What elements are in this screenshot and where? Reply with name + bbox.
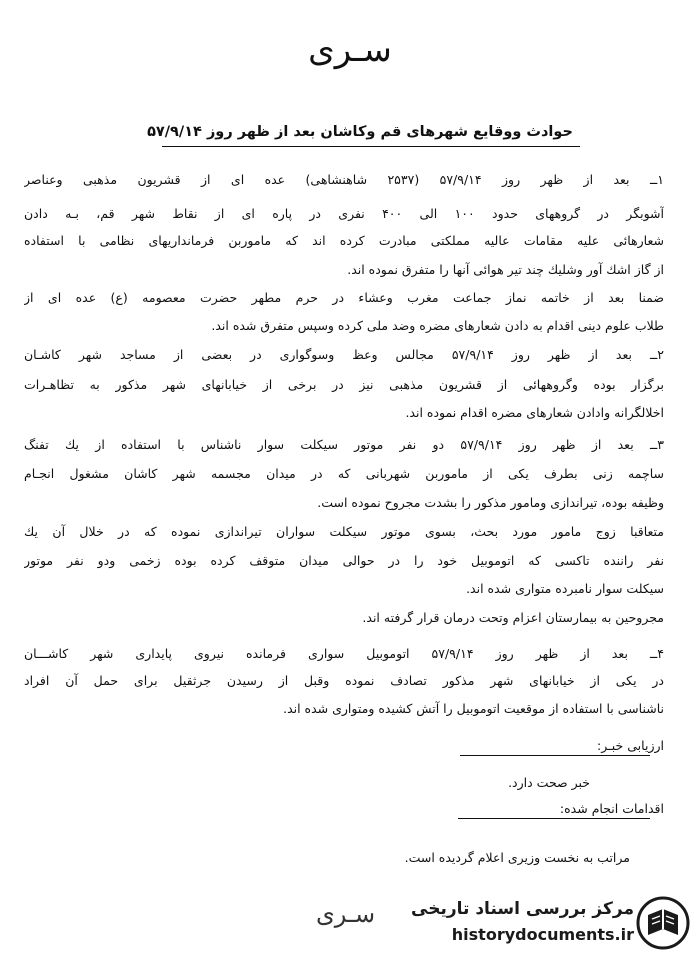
evaluation-label: ارزيابى خبـر: xyxy=(597,738,664,753)
watermark-url: historydocuments.ir xyxy=(451,925,634,944)
body-line: ساچمه زنى بطرف يكى از ماموربن شهربانى كه در ميدان مجسمه شهر كاشان مشغول انجـام xyxy=(24,466,664,481)
body-line: اخلالگرانه وادادن شعارهاى مضره اقدام نموده اند. xyxy=(405,405,664,420)
classification-footer: سـرى xyxy=(316,900,376,928)
body-line: ضمنا بعد از خاتمه نماز جماعت مغرب وعشاء در حرم مطهر حضرت معصومه (ع) عده اى از xyxy=(24,290,664,305)
body-line: شعارهائى عليه مقامات عاليه مملكتى مبادرت كرده اند كه ماموربن فرمانداريهاى نظامى با استفاده xyxy=(24,233,664,248)
body-line: ۲ــ بعد از ظهر روز ۵۷/۹/۱۴ مجالس وعظ وسوگوارى در بعضى از مساجد شهر كاشـان xyxy=(24,347,664,362)
body-line: ۳ــ بعد از ظهر روز ۵۷/۹/۱۴ دو نفر موتور سيكلت سوار ناشناس با استفاده از يك تفنگ xyxy=(24,437,664,452)
actions-value: مراتب به نخست وزيرى اعلام گرديده است. xyxy=(404,850,630,865)
body-line: آشوبگر در گروههاى حدود ۱۰۰ الى ۴۰۰ نفرى در پاره اى از نقاط شهر قم، بـه دادن xyxy=(24,206,664,221)
body-line: ۱ــ بعد از ظهر روز ۵۷/۹/۱۴ (۲۵۳۷ شاهنشاهى) عده اى از قشريون مذهبى وعناصر xyxy=(24,172,664,187)
watermark-name: مركز بررسى اسناد تاريخى xyxy=(411,899,634,919)
title-underline xyxy=(162,146,580,147)
actions-rule xyxy=(458,818,650,819)
classification-header: سـرى xyxy=(308,30,392,70)
body-line: طلاب علوم دينى اقدام به دادن شعارهاى مضره وضد ملى كرده وسپس متفرق شده اند. xyxy=(211,318,664,333)
body-line: مجروحين به بيمارستان اعزام وتحت درمان قرار گرفته اند. xyxy=(362,610,664,625)
body-line: در يكى از خيابانهاى شهر مذكور تصادف نموده وقبل از رسيدن جرثقيل براى حمل آن افراد xyxy=(24,673,664,688)
evaluation-rule xyxy=(460,755,650,756)
watermark-logo xyxy=(411,893,694,955)
body-line: وظيفه بوده، تيراندازى ومامور مذكور را بشدت مجروح نموده است. xyxy=(317,495,664,510)
body-line: از گاز اشك آور وشليك چند تير هوائى آنها را متفرق نموده اند. xyxy=(347,262,664,277)
body-line: متعاقبا زوج مامور مورد بحث، بسوى موتور سيكلت سواران تيراندازى نموده كه در خلال آن يك xyxy=(24,524,664,539)
body-line: سيكلت سوار نامبرده متوارى شده اند. xyxy=(466,581,664,596)
body-line: برگزار بوده وگروههائى از قشريون مذهبى نيز در برخى از خيابانهاى شهر مذكور به تظاهـرات xyxy=(24,377,664,392)
body-line: ناشناسى با استفاده از موقعيت اتوموبيل را آتش كشيده ومتوارى شده اند. xyxy=(283,701,664,716)
actions-label: اقدامات انجام شده: xyxy=(559,801,664,816)
book-logo-icon xyxy=(636,895,690,951)
document-title: حوادث ووقايع شهرهاى قم وكاشان بعد از ظهر روز ۵۷/۹/۱۴ xyxy=(147,124,573,140)
body-line: نفر راننده تاكسى كه اتوموبيل خود را در حوالى ميدان متوقف كرده بوده زخمى ودو نفر موتور xyxy=(24,553,664,568)
evaluation-value: خبر صحت دارد. xyxy=(508,775,590,790)
body-line: ۴ــ بعد از ظهر روز ۵۷/۹/۱۴ اتوموبيل سوارى فرمانده نيروى پايدارى شهر كاشـــان xyxy=(24,646,664,661)
